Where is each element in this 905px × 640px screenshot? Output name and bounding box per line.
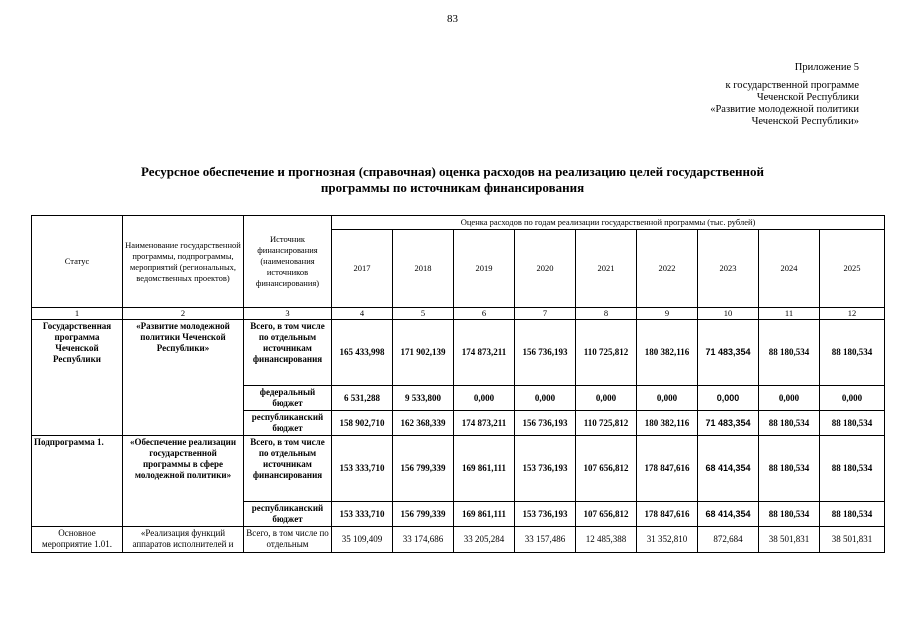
value-cell: 0,000 [454, 386, 515, 411]
column-number: 1 [32, 308, 123, 320]
row-source: республиканский бюджет [244, 411, 332, 436]
value-cell: 153 736,193 [515, 436, 576, 502]
column-number: 10 [698, 308, 759, 320]
appendix-line: Чеченской Республики» [751, 116, 859, 127]
value-cell: 0,000 [576, 386, 637, 411]
value-cell: 165 433,998 [332, 320, 393, 386]
value-cell: 0,000 [820, 386, 885, 411]
value-cell: 158 902,710 [332, 411, 393, 436]
value-cell: 88 180,534 [759, 502, 820, 527]
value-cell: 35 109,409 [332, 527, 393, 553]
value-cell: 9 533,800 [393, 386, 454, 411]
value-cell: 174 873,211 [454, 320, 515, 386]
value-cell: 88 180,534 [820, 411, 885, 436]
value-cell: 88 180,534 [759, 436, 820, 502]
value-cell: 169 861,111 [454, 436, 515, 502]
column-number: 9 [637, 308, 698, 320]
header-name: Наименование государственной программы, подпрограммы, мероприятий (региональных, ведомственных проектов) [123, 216, 244, 308]
column-number: 12 [820, 308, 885, 320]
value-cell: 33 157,486 [515, 527, 576, 553]
row-name: «Реализация функций аппаратов исполнителей и [123, 527, 244, 553]
value-cell: 33 174,686 [393, 527, 454, 553]
header-year: 2025 [820, 230, 885, 308]
row-source: Всего, в том числе по отдельным источникам финансирования [244, 436, 332, 502]
budget-table [31, 215, 885, 553]
value-cell: 156 799,339 [393, 436, 454, 502]
document-title-line: Ресурсное обеспечение и прогнозная (справочная) оценка расходов на реализацию целей государственной [140, 164, 765, 179]
appendix-line: Чеченской Республики [756, 92, 859, 103]
table-row [32, 527, 885, 553]
value-cell: 156 736,193 [515, 411, 576, 436]
header-status: Статус [32, 216, 123, 308]
header-year: 2017 [332, 230, 393, 308]
row-source: федеральный бюджет [244, 386, 332, 411]
value-cell: 178 847,616 [637, 502, 698, 527]
appendix-line: «Развитие молодежной политики [710, 104, 859, 115]
header-source: Источник финансирования (наименования источников финансирования) [244, 216, 332, 308]
header-year: 2022 [637, 230, 698, 308]
appendix-block [619, 62, 859, 128]
header-year: 2020 [515, 230, 576, 308]
column-number: 7 [515, 308, 576, 320]
value-cell: 180 382,116 [637, 411, 698, 436]
header-year: 2018 [393, 230, 454, 308]
table-row [32, 436, 885, 502]
value-cell: 71 483,354 [698, 320, 759, 386]
row-status: Подпрограмма 1. [32, 436, 123, 527]
value-cell: 156 736,193 [515, 320, 576, 386]
value-cell: 0,000 [515, 386, 576, 411]
row-name: «Развитие молодежной политики Чеченской Республики» [123, 320, 244, 436]
value-cell: 162 368,339 [393, 411, 454, 436]
value-cell: 38 501,831 [759, 527, 820, 553]
value-cell: 0,000 [637, 386, 698, 411]
value-cell: 38 501,831 [820, 527, 885, 553]
appendix-line: к государственной программе [725, 80, 859, 91]
value-cell: 68 414,354 [698, 502, 759, 527]
value-cell: 88 180,534 [759, 320, 820, 386]
header-year: 2019 [454, 230, 515, 308]
value-cell: 110 725,812 [576, 411, 637, 436]
column-number: 8 [576, 308, 637, 320]
row-source: республиканский бюджет [244, 502, 332, 527]
header-year: 2023 [698, 230, 759, 308]
value-cell: 68 414,354 [698, 436, 759, 502]
value-cell: 107 656,812 [576, 502, 637, 527]
value-cell: 6 531,288 [332, 386, 393, 411]
value-cell: 0,000 [698, 386, 759, 411]
value-cell: 88 180,534 [820, 436, 885, 502]
table-row [32, 320, 885, 386]
column-number: 4 [332, 308, 393, 320]
value-cell: 153 333,710 [332, 502, 393, 527]
value-cell: 107 656,812 [576, 436, 637, 502]
header-estimate: Оценка расходов по годам реализации государственной программы (тыс. рублей) [332, 216, 885, 230]
document-title [60, 164, 845, 196]
header-year: 2021 [576, 230, 637, 308]
value-cell: 71 483,354 [698, 411, 759, 436]
value-cell: 178 847,616 [637, 436, 698, 502]
value-cell: 153 333,710 [332, 436, 393, 502]
value-cell: 174 873,211 [454, 411, 515, 436]
column-number: 11 [759, 308, 820, 320]
value-cell: 88 180,534 [820, 502, 885, 527]
header-row [32, 216, 885, 230]
column-number-row [32, 308, 885, 320]
row-name: «Обеспечение реализации государственной программы в сфере молодежной политики» [123, 436, 244, 527]
column-number: 2 [123, 308, 244, 320]
column-number: 5 [393, 308, 454, 320]
row-status: Государственная программа Чеченской Республики [32, 320, 123, 436]
value-cell: 88 180,534 [820, 320, 885, 386]
column-number: 3 [244, 308, 332, 320]
page-number: 83 [447, 13, 458, 25]
row-source: Всего, в том числе по отдельным [244, 527, 332, 553]
value-cell: 88 180,534 [759, 411, 820, 436]
value-cell: 180 382,116 [637, 320, 698, 386]
value-cell: 12 485,388 [576, 527, 637, 553]
value-cell: 169 861,111 [454, 502, 515, 527]
value-cell: 872,684 [698, 527, 759, 553]
value-cell: 156 799,339 [393, 502, 454, 527]
value-cell: 0,000 [759, 386, 820, 411]
header-year: 2024 [759, 230, 820, 308]
document-title-line: программы по источникам финансирования [320, 180, 585, 195]
value-cell: 171 902,139 [393, 320, 454, 386]
value-cell: 33 205,284 [454, 527, 515, 553]
value-cell: 110 725,812 [576, 320, 637, 386]
column-number: 6 [454, 308, 515, 320]
appendix-title: Приложение 5 [794, 62, 859, 73]
value-cell: 153 736,193 [515, 502, 576, 527]
row-source: Всего, в том числе по отдельным источникам финансирования [244, 320, 332, 386]
value-cell: 31 352,810 [637, 527, 698, 553]
row-status: Основное мероприятие 1.01. [32, 527, 123, 553]
